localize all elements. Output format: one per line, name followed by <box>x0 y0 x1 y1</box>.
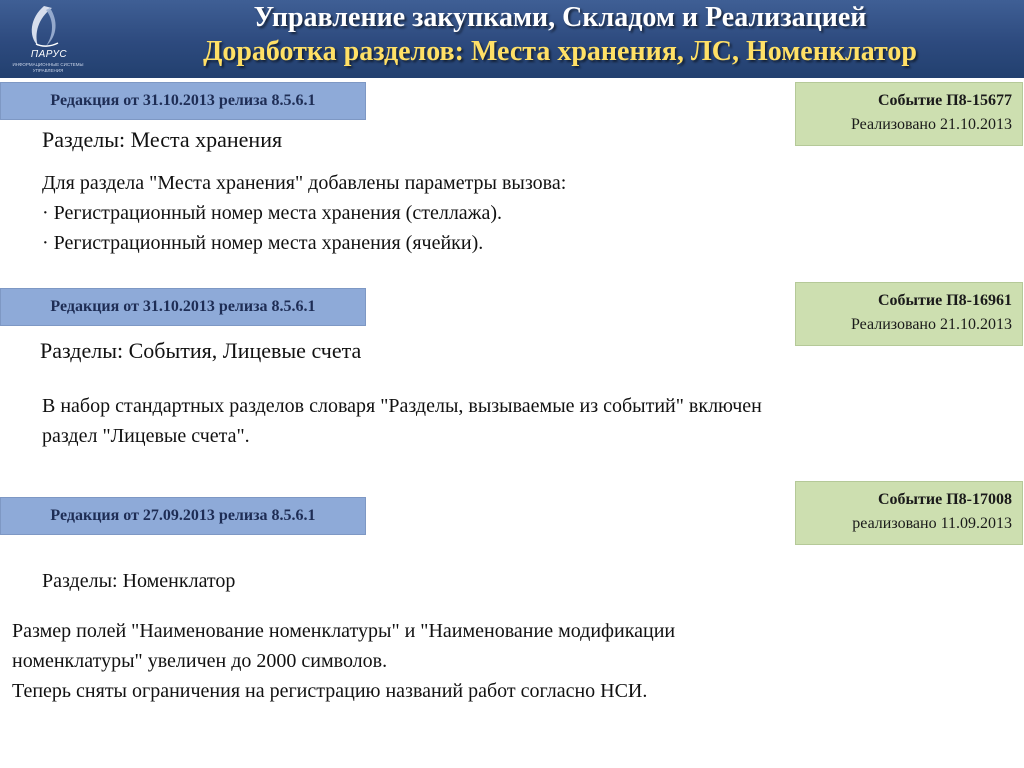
event-implemented-date: реализовано 11.09.2013 <box>852 515 1012 532</box>
description-line: Для раздела "Места хранения" добавлены параметры вызова: <box>42 172 567 194</box>
description-line: · Регистрационный номер места хранения (ячейки). <box>42 232 484 254</box>
section-title: Разделы: Места хранения <box>42 127 283 152</box>
event-box <box>795 82 1023 146</box>
description-line: В набор стандартных разделов словаря "Разделы, вызываемые из событий" включен <box>42 395 762 417</box>
section-description <box>12 616 675 706</box>
section-description <box>42 391 762 451</box>
event-id: Событие П8-16961 <box>878 292 1012 309</box>
page-title: Управление закупками, Складом и Реализацией <box>253 2 867 33</box>
edition-badge: Редакция от 31.10.2013 релиза 8.5.6.1 <box>0 82 366 120</box>
header-banner <box>0 0 1024 78</box>
section-title: Разделы: Номенклатор <box>42 570 236 592</box>
edition-badge: Редакция от 31.10.2013 релиза 8.5.6.1 <box>0 288 366 326</box>
description-line: · Регистрационный номер места хранения (стеллажа). <box>42 202 503 224</box>
event-id: Событие П8-17008 <box>878 491 1012 508</box>
section-title: Разделы: События, Лицевые счета <box>40 338 362 363</box>
event-implemented-date: Реализовано 21.10.2013 <box>850 116 1012 133</box>
event-implemented-date: Реализовано 21.10.2013 <box>850 316 1012 333</box>
event-box <box>795 481 1023 545</box>
page-subtitle: Доработка разделов: Места хранения, ЛС, Номенклатор <box>203 36 917 67</box>
edition-badge: Редакция от 27.09.2013 релиза 8.5.6.1 <box>0 497 366 535</box>
logo-name: ПАРУС <box>30 49 68 60</box>
logo-tagline: ИНФОРМАЦИОННЫЕ СИСТЕМЫ УПРАВЛЕНИЯ <box>12 62 84 73</box>
description-line: номенклатуры" увеличен до 2000 символов. <box>12 650 388 672</box>
parus-logo <box>0 0 96 78</box>
section-description <box>42 168 566 258</box>
event-id: Событие П8-15677 <box>878 92 1012 109</box>
event-box <box>795 282 1023 346</box>
description-line: Размер полей "Наименование номенклатуры" и "Наименование модификации <box>12 620 676 642</box>
description-line: раздел "Лицевые счета". <box>42 425 250 447</box>
description-line: Теперь сняты ограничения на регистрацию названий работ согласно НСИ. <box>12 680 648 702</box>
